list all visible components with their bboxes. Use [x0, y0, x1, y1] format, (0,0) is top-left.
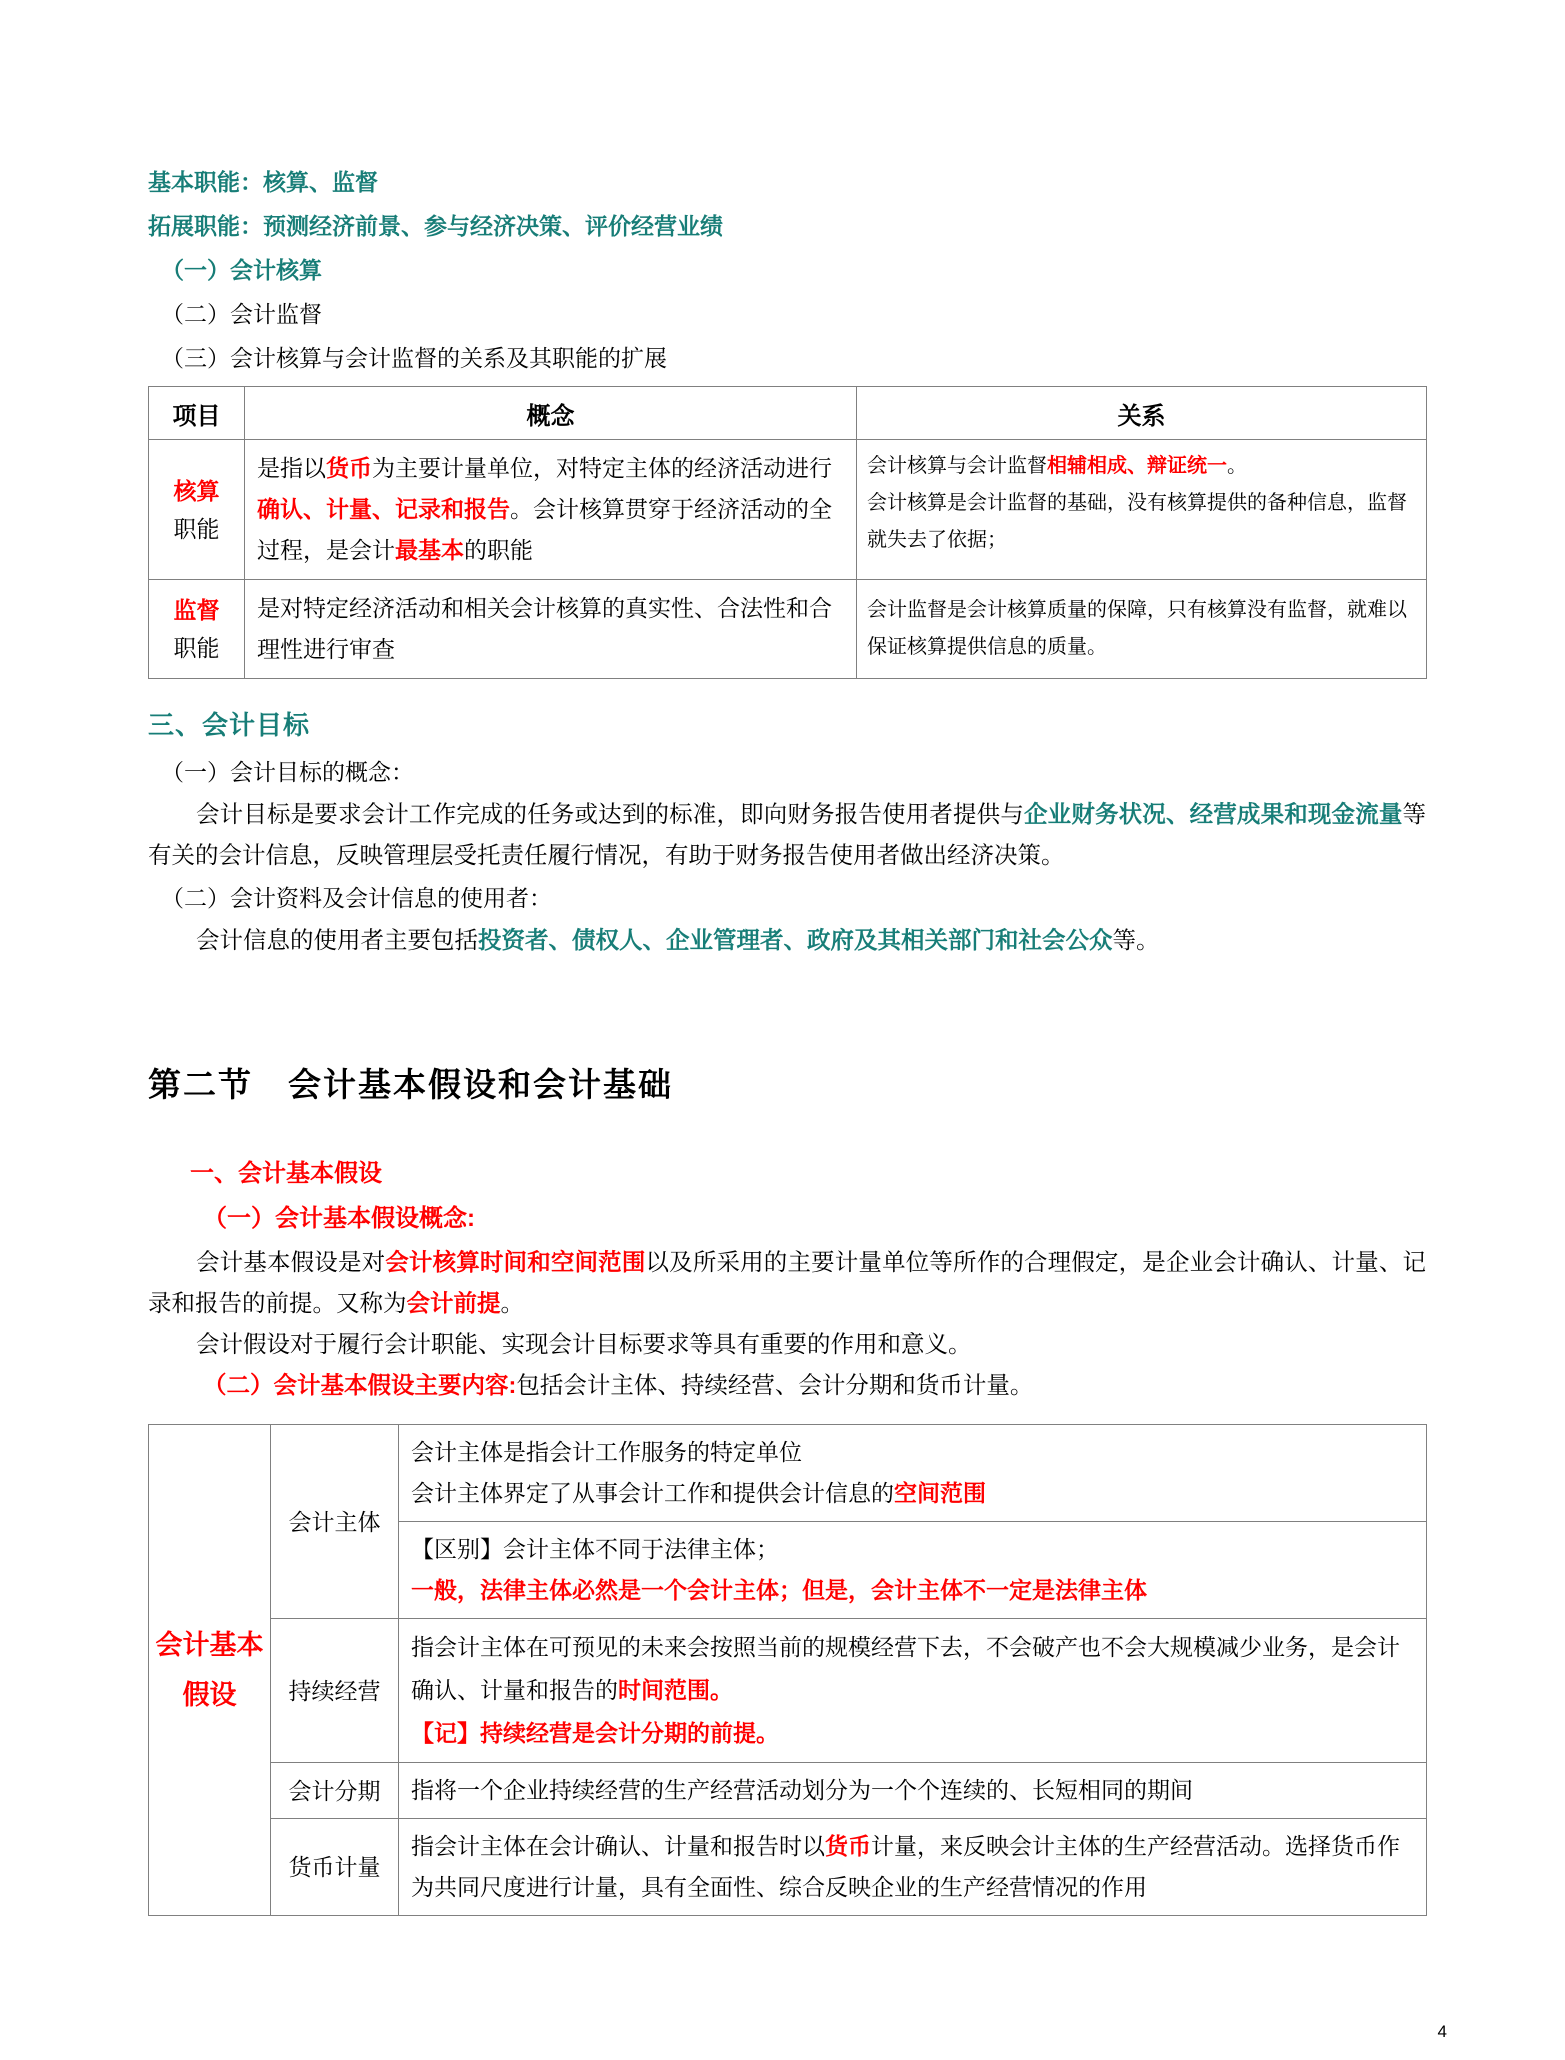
goal-p2-seg-1: 会计信息的使用者主要包括	[196, 927, 478, 953]
relation-highlight-1: 相辅相成、辩证统一	[1047, 455, 1227, 477]
entity-line-2	[411, 1473, 1416, 1514]
goal-sub-1: （一）会计目标的概念：	[161, 759, 414, 785]
goal-p1-seg-1: 会计目标是要求会计工作完成的任务或达到的标准，即向财务报告使用者提供与	[196, 801, 1024, 827]
period-body: 指将一个企业持续经营的生产经营活动划分为一个个连续的、长短相同的期间	[399, 1763, 1427, 1819]
assumption-p1-seg-2: 以及所采用的主要计量单位等所作的合理假定，是企业会计确认、计量、记录和报告的前提。又称为	[148, 1249, 1427, 1316]
assumption-name-period: 会计分期	[271, 1763, 399, 1819]
row-label-line1: 监督	[173, 597, 220, 623]
assumption-sub-1: （一）会计基本假设概念:	[203, 1205, 475, 1232]
assumption-sub-2-rest: 包括会计主体、持续经营、会计分期和货币计量。	[516, 1372, 1034, 1398]
relation-seg-1: 会计核算与会计监督	[867, 455, 1047, 477]
chapter-title: 第二节 会计基本假设和会计基础	[148, 1066, 673, 1103]
concept-seg-4: 的职能	[464, 537, 533, 563]
goal-paragraph-2	[148, 920, 1426, 961]
cell-concept-supervision: 是对特定经济活动和相关会计核算的真实性、合法性和合理性进行审查	[245, 580, 857, 679]
goal-paragraph-1	[148, 794, 1426, 876]
relation-paragraph-2: 会计核算是会计监督的基础，没有核算提供的备种信息，监督就失去了依据；	[867, 492, 1407, 551]
assumption-p1-highlight-2: 会计前提	[406, 1290, 501, 1316]
table-row	[149, 440, 1427, 580]
going-concern-line-1	[411, 1626, 1416, 1712]
going-concern-seg-1: 指会计主体在可预见的未来会按照当前的规模经营下去，不会破产也不会大规模减少业务，是会计确认、计量和报告的	[411, 1634, 1400, 1703]
assumptions-table	[148, 1424, 1427, 1916]
table-row	[149, 1425, 1427, 1522]
section-heading-goal: 三、会计目标	[148, 710, 311, 740]
goal-p2-seg-2: 等。	[1112, 927, 1160, 953]
monetary-seg-1: 指会计主体在会计确认、计量和报告时以	[411, 1833, 825, 1859]
table-row	[149, 1819, 1427, 1916]
page-number: 4	[1437, 2022, 1447, 2041]
entity-line-2-highlight: 空间范围	[894, 1480, 986, 1506]
assumption-name-entity: 会计主体	[271, 1425, 399, 1619]
row-label-line2: 职能	[173, 515, 220, 542]
assumption-paragraph-1	[148, 1242, 1426, 1324]
assumption-p1-highlight-1: 会计核算时间和空间范围	[385, 1249, 646, 1275]
list-item-2: （二）会计监督	[161, 301, 322, 327]
goal-sub-2: （二）会计资料及会计信息的使用者：	[161, 885, 552, 911]
relation-seg-2: 。	[1227, 455, 1247, 477]
assumption-name-going-concern: 持续经营	[271, 1619, 399, 1763]
entity-block-2	[399, 1522, 1427, 1619]
functions-table	[148, 386, 1427, 679]
table-row	[149, 580, 1427, 679]
header-concept: 概念	[245, 387, 857, 440]
row-label-line2: 职能	[173, 635, 220, 661]
header-item: 项目	[149, 387, 245, 440]
going-concern-body	[399, 1619, 1427, 1763]
assumptions-label-line1: 会计基本	[155, 1630, 264, 1660]
monetary-highlight: 货币	[825, 1833, 871, 1859]
goal-p1-seg-2: 等有关的会计信息，反映管理层受托责任履行情况，有助于财务报告使用者做出经济决策。	[148, 801, 1427, 868]
relation-paragraph-1	[867, 448, 1416, 485]
concept-highlight-2: 确认、计量、记录和报告	[257, 496, 510, 522]
row-label-line1: 核算	[173, 477, 220, 504]
table-header-row	[149, 387, 1427, 440]
assumption-name-monetary: 货币计量	[271, 1819, 399, 1916]
basic-functions-line: 基本职能：核算、监督	[148, 169, 378, 195]
row-label-supervision	[149, 580, 245, 679]
concept-seg-2: 为主要计量单位，对特定主体的经济活动进行	[372, 455, 832, 481]
entity-line-2-seg-1: 会计主体界定了从事会计工作和提供会计信息的	[411, 1480, 894, 1506]
extended-functions-line: 拓展职能：预测经济前景、参与经济决策、评价经营业绩	[148, 213, 723, 239]
assumption-sub-2	[148, 1365, 1426, 1406]
going-concern-line-2: 【记】持续经营是会计分期的前提。	[411, 1720, 779, 1746]
assumption-p1-seg-1: 会计基本假设是对	[196, 1249, 386, 1275]
concept-seg-1: 是指以	[257, 455, 326, 481]
going-concern-highlight: 时间范围。	[618, 1677, 733, 1703]
cell-relation-accounting	[857, 440, 1427, 580]
header-relation: 关系	[857, 387, 1427, 440]
assumptions-row-label	[149, 1425, 271, 1916]
monetary-seg-2: 计量，来反映会计主体的生产经营活动。选择货币作为共同尺度进行计量，具有全面性、综合反映企业的生产经营情况的作用	[411, 1833, 1400, 1900]
table-row	[149, 1763, 1427, 1819]
section-heading-assumption: 一、会计基本假设	[190, 1160, 382, 1187]
entity-block-1	[399, 1425, 1427, 1522]
assumption-p1-seg-3: 。	[500, 1290, 524, 1316]
concept-highlight-3: 最基本	[395, 537, 464, 563]
row-label-accounting	[149, 440, 245, 580]
entity-line-3: 【区别】会计主体不同于法律主体；	[411, 1536, 779, 1562]
assumption-sub-2-label: （二）会计基本假设主要内容:	[203, 1372, 517, 1398]
cell-relation-supervision: 会计监督是会计核算质量的保障，只有核算没有监督，就难以保证核算提供信息的质量。	[857, 580, 1427, 679]
assumption-paragraph-2: 会计假设对于履行会计职能、实现会计目标要求等具有重要的作用和意义。	[196, 1331, 972, 1357]
cell-concept-accounting	[245, 440, 857, 580]
list-item-1: （一）会计核算	[161, 257, 322, 283]
entity-line-1: 会计主体是指会计工作服务的特定单位	[411, 1439, 802, 1465]
table-row	[149, 1619, 1427, 1763]
page-content	[148, 160, 1426, 1916]
monetary-body	[399, 1819, 1427, 1916]
concept-highlight-1: 货币	[326, 455, 372, 481]
goal-p1-highlight: 企业财务状况、经营成果和现金流量	[1024, 801, 1403, 827]
assumptions-label-line2: 假设	[182, 1680, 237, 1710]
list-item-3: （三）会计核算与会计监督的关系及其职能的扩展	[161, 345, 667, 371]
concept-seg-3: 。会计核算贯穿于经济活动的全过程，是会计	[257, 496, 832, 563]
goal-p2-highlight: 投资者、债权人、企业管理者、政府及其相关部门和社会公众	[478, 927, 1113, 953]
entity-line-4: 一般，法律主体必然是一个会计主体；但是，会计主体不一定是法律主体	[411, 1577, 1147, 1603]
